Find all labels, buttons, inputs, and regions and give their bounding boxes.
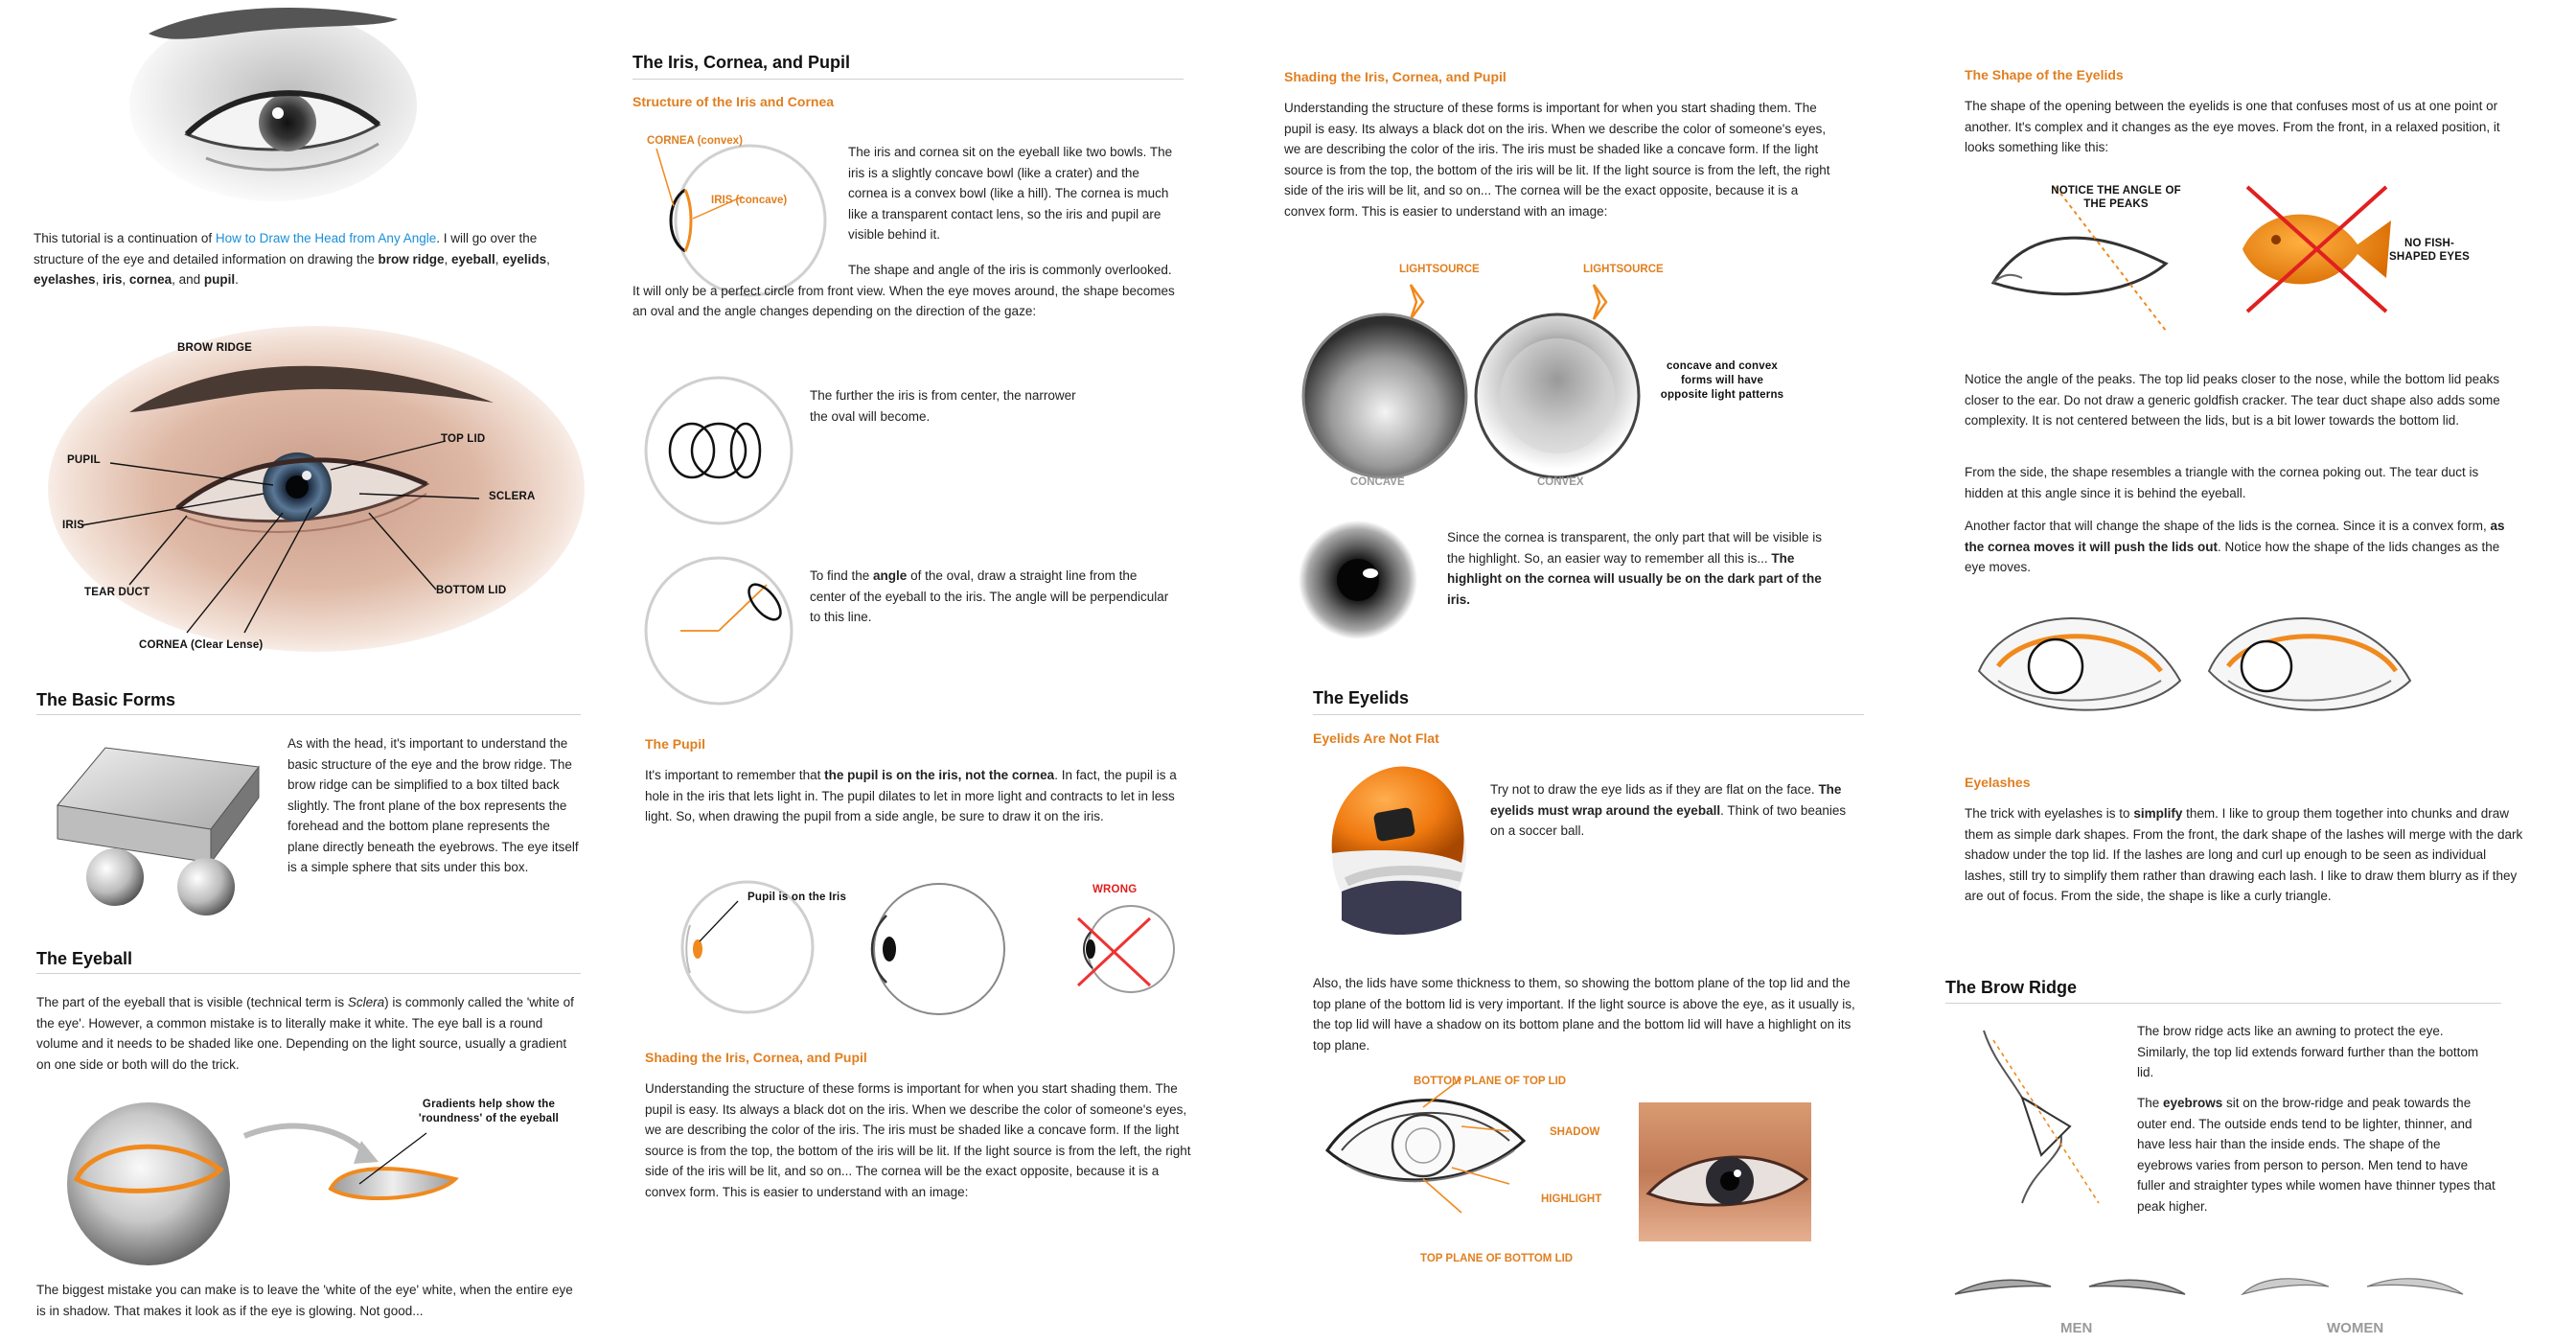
- concave-convex-bowls: [1289, 283, 1653, 494]
- eyelid-closeup-photo: [1639, 1102, 1811, 1241]
- shading-paragraph: Understanding the structure of these forms is important for when you start shading them. The pupil is easy. Its always a black dot on the iris. When we describe the color of someone's eyes, we are describing the color of the iris. The iris must be shaded like a concave form. If the light source is from the top, the bottom of the iris will be lit. If the light source is from the left, the right side of the iris will be lit, and so on... The cornea will be the exact opposite, because it is a convex form. This is easier to understand with an image:: [645, 1081, 1191, 1199]
- term-pupil: pupil: [203, 272, 236, 287]
- label-iris-concave: IRIS (concave): [711, 195, 788, 206]
- iris-highlight-photo: [1294, 518, 1423, 642]
- label-top-lid: TOP LID: [441, 433, 486, 445]
- cornea-push-key-point: as the cornea moves it will push the lids out: [1965, 519, 2505, 554]
- label-concave: CONCAVE: [1350, 476, 1405, 488]
- label-sclera: SCLERA: [489, 491, 536, 502]
- pupil-paragraph: It's important to remember that the pupil is on the iris, not the cornea. In fact, the pupil is a hole in the iris that lets light in. The pupil dilates to let in more light and contracts to let in less light. So, when drawing the pupil from a side angle, be sure to draw it on the iris.: [645, 768, 1177, 823]
- label-lightsource-2: LIGHTSOURCE: [1583, 264, 1664, 275]
- label-pupil: PUPIL: [67, 454, 101, 466]
- heading-eyeball: The Eyeball: [36, 949, 133, 968]
- term-eyelids: eyelids: [502, 251, 547, 266]
- label-wrong: WRONG: [1092, 884, 1138, 895]
- label-cornea: CORNEA (Clear Lense): [139, 639, 264, 651]
- side-shape-paragraph: From the side, the shape resembles a triangle with the cornea poking out. The tear duct is hidden at this angle since it is behind the eyeball.: [1965, 465, 2479, 500]
- iris-distance-paragraph: The further the iris is from center, the narrower the oval will become.: [810, 388, 1076, 424]
- divider: [1945, 1003, 2501, 1004]
- eyebrows-paragraph: The eyebrows sit on the brow-ridge and peak towards the outer end. The outside ends tend to be lighter, thinner, and have less hair than the inside ends. The shape of the eyebrows varies from person to person. Men tend to have fuller and straighter types while women have thinner types that peak higher.: [2137, 1096, 2496, 1214]
- term-brow-ridge: brow ridge: [378, 251, 445, 266]
- basic-forms-text: As with the head, it's important to understand the basic structure of the eye and the brow ridge. The brow ridge can be simplified to a box tilted back slightly. The front plane of the box represents the forehead and the bottom plane represents the plane directly beneath the eyebrows. The eye itself is a simple sphere that sits under this box.: [288, 736, 579, 874]
- subheading-shading: Shading the Iris, Cornea, and Pupil: [645, 1050, 867, 1065]
- eyelids-flat-paragraph: Try not to draw the eye lids as if they are flat on the face. The eyelids must wrap around the eyeball. Think of two beanies on a soccer ball.: [1490, 782, 1847, 838]
- intro-text: This tutorial is a continuation of: [34, 231, 216, 245]
- iris-shape-paragraph: The shape and angle of the iris is commonly overlooked. It will only be a perfect circle from front view. When the eye moves around, the shape becomes an oval and the angle changes depending on the direction of the gaze:: [632, 263, 1175, 318]
- label-shadow: SHADOW: [1550, 1126, 1600, 1138]
- peaks-paragraph: Notice the angle of the peaks. The top lid peaks closer to the nose, while the bottom lid peaks closer to the ear. Do not draw a generic goldfish cracker. The tear duct shape also adds some complexity. It is not centered between the lids, but is a bit lower towards the bottom lid.: [1965, 372, 2500, 428]
- shading-paragraph-2: Understanding the structure of these forms is important for when you start shading them. The pupil is easy. Its always a black dot on the iris. When we describe the color of someone's eyes, we are describing the color of the iris. The iris must be shaded like a concave form. If the light source is from the top, the bottom of the iris will be lit. If the light source is from the left, the right side of the iris will be lit, and so on... The cornea will be the exact opposite, because it is a convex form. This is easier to understand with an image:: [1284, 101, 1830, 219]
- label-iris: IRIS: [62, 520, 85, 531]
- eye-anatomy-photo: [43, 316, 589, 652]
- cornea-highlight-paragraph: Since the cornea is transparent, the only part that will be visible is the highlight. So, an easier way to remember all this is... The highlight on the cornea will usually be on the dark part of the iris.: [1447, 530, 1822, 607]
- eyelids-wrap-key-point: The eyelids must wrap around the eyeball: [1490, 782, 1842, 818]
- lids-moving-eye-drawings: [1965, 585, 2520, 743]
- label-convex: CONVEX: [1537, 476, 1584, 488]
- term-eyebrows: eyebrows: [2163, 1096, 2223, 1110]
- term-eyeball: eyeball: [451, 251, 495, 266]
- brow-ridge-profile-drawing: [1955, 1021, 2108, 1213]
- divider: [36, 714, 581, 715]
- term-simplify: simplify: [2133, 806, 2183, 821]
- pupil-key-point: the pupil is on the iris, not the cornea: [824, 768, 1055, 782]
- label-pupil-on-iris: Pupil is on the Iris: [748, 892, 847, 903]
- label-bottom-lid: BOTTOM LID: [436, 585, 507, 596]
- no-fish-note: NO FISH-SHAPED EYES: [2388, 238, 2470, 263]
- subheading-pupil: The Pupil: [645, 736, 705, 752]
- eyeball-paragraph: The part of the eyeball that is visible (technical term is Sclera) is commonly called the 'white of the eye'. However, a common mistake is to literally make it white. The eye ball is a round volume and it needs to be shaded like one. Depending on the light source, usually a gradient on one side or both will do the trick.: [36, 995, 574, 1072]
- eyebrow-shapes-drawing: [1945, 1265, 2501, 1313]
- label-highlight: HIGHLIGHT: [1541, 1193, 1602, 1205]
- head-tutorial-link[interactable]: How to Draw the Head from Any Angle: [215, 231, 437, 245]
- eye-sketch-illustration: [91, 0, 407, 206]
- iris-ovals-diagram: [642, 374, 795, 527]
- eyelashes-paragraph: The trick with eyelashes is to simplify them. I like to group them together into chunks and draw them as simple dark shapes. From the front, the dark shape of the lashes will merge with the dark shadow under the top lid. If the lashes are long and curl up enough to be seen as individual lashes, still try to simplify them rather than drawing each lash. I like to draw them blurry as if they are out of focus. From the side, the shape is like a curly triangle.: [1965, 806, 2523, 903]
- subheading-eyelashes: Eyelashes: [1965, 775, 2031, 790]
- peaks-note: NOTICE THE ANGLE OF THE PEAKS: [2051, 185, 2181, 210]
- brow-box-sphere-drawing: [38, 738, 268, 920]
- iris-angle-diagram: [642, 554, 795, 707]
- label-tear-duct: TEAR DUCT: [84, 587, 150, 598]
- intro-text: . I will go over the structure of the eye and detailed information on drawing the: [34, 231, 538, 266]
- term-cornea: cornea: [128, 272, 172, 287]
- label-men: MEN: [2060, 1320, 2093, 1336]
- subheading-structure: Structure of the Iris and Cornea: [632, 94, 835, 109]
- label-bottom-plane-top-lid: BOTTOM PLANE OF TOP LID: [1414, 1076, 1567, 1087]
- subheading-shading-2: Shading the Iris, Cornea, and Pupil: [1284, 69, 1506, 84]
- brow-ridge-paragraph: The brow ridge acts like an awning to protect the eye. Similarly, the top lid extends forward further than the bottom lid.: [2137, 1024, 2479, 1079]
- term-eyelashes: eyelashes: [34, 272, 96, 287]
- bowls-note: concave and convex forms will have opposite light patterns: [1660, 360, 1784, 401]
- cornea-highlight-key-point: The highlight on the cornea will usually be on the dark part of the iris.: [1447, 550, 1822, 607]
- goldfish-cracker-crossed: [2223, 177, 2405, 321]
- eyeball-mistake-paragraph: The biggest mistake you can make is to leave the 'white of the eye' white, when the entire eye is in shadow. That makes it look as if the eye is glowing. Not good...: [36, 1283, 573, 1318]
- cornea-push-paragraph: Another factor that will change the shape of the lids is the cornea. Since it is a convex form, as the cornea moves it will push the lids out. Notice how the shape of the lids changes as the eye moves.: [1965, 519, 2505, 574]
- subheading-shape-eyelids: The Shape of the Eyelids: [1965, 67, 2124, 82]
- eyelid-thickness-paragraph: Also, the lids have some thickness to them, so showing the bottom plane of the top lid and the top plane of the bottom lid is very important. If the light source is above the eye, as it usually is, the top lid will have a shadow on its bottom plane and the bottom lid will have a highlight on its top plane.: [1313, 976, 1855, 1053]
- divider: [1313, 714, 1864, 715]
- label-brow-ridge: BROW RIDGE: [177, 342, 253, 354]
- divider: [36, 973, 581, 974]
- label-top-plane-bottom-lid: TOP PLANE OF BOTTOM LID: [1420, 1253, 1574, 1264]
- intro-paragraph: This tutorial is a continuation of How to Draw the Head from Any Angle. I will go over the structure of the eye and detailed information on drawing the brow ridge, eyeball, eyelids, eyelashes, iris, cornea, and pupil.: [34, 231, 550, 287]
- heading-iris-cornea-pupil: The Iris, Cornea, and Pupil: [632, 53, 851, 72]
- subheading-eyelids-not-flat: Eyelids Are Not Flat: [1313, 730, 1439, 746]
- term-sclera: Sclera: [347, 995, 385, 1009]
- heading-brow-ridge: The Brow Ridge: [1945, 978, 2078, 997]
- label-women: WOMEN: [2327, 1320, 2384, 1336]
- label-cornea-convex: CORNEA (convex): [647, 135, 743, 147]
- heading-basic-forms: The Basic Forms: [36, 690, 176, 709]
- beanie-soccer-ball-photo: [1318, 757, 1481, 939]
- shape-eyelids-paragraph: The shape of the opening between the eyelids is one that confuses most of us at one point or another. It's complex and it changes as the eye moves. From the front, in a relaxed position, it looks something like this:: [1965, 99, 2500, 154]
- divider: [632, 79, 1184, 80]
- iris-cornea-paragraph: The iris and cornea sit on the eyeball like two bowls. The iris is a slightly concave bowl (like a crater) and the cornea is a convex bowl (like a hill). The cornea is much like a transparent contact lens, so the iris and pupil are visible behind it.: [848, 145, 1173, 242]
- iris-angle-paragraph: To find the angle of the oval, draw a straight line from the center of the eyeball to the iris. The angle will be perpendicular to this line.: [810, 568, 1169, 624]
- gradient-note: Gradients help show the 'roundness' of the eyeball: [418, 1099, 560, 1124]
- label-lightsource-1: LIGHTSOURCE: [1399, 264, 1480, 275]
- term-iris: iris: [103, 272, 123, 287]
- eyelid-planes-drawing: [1318, 1074, 1538, 1217]
- term-angle: angle: [873, 568, 908, 583]
- heading-eyelids: The Eyelids: [1313, 688, 1410, 707]
